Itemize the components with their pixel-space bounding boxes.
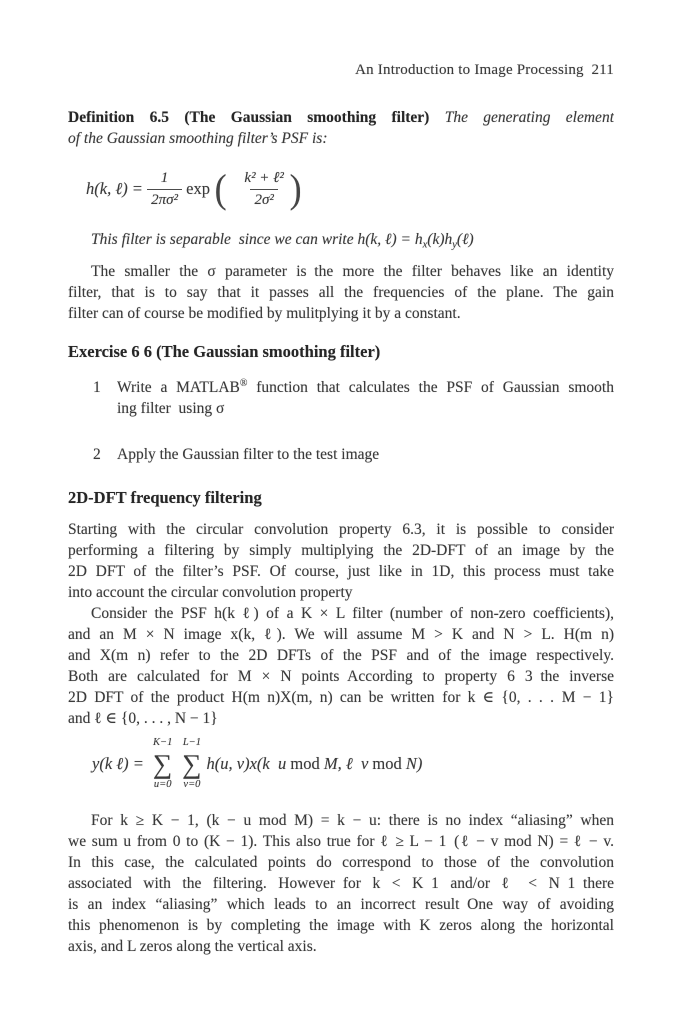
text-line: we sum u from 0 to (K − 1). This also true for ℓ ≥ L − 1 (ℓ − v mod N) = ℓ − v. (68, 833, 614, 850)
exp-operator: exp (182, 179, 215, 198)
text-line: ing filter using σ (117, 400, 225, 417)
list-item (93, 377, 614, 419)
equation-rhs: h(u, v)x(k u (206, 754, 291, 773)
sum-over-u: K−1 ∑ u=0 (152, 736, 173, 791)
list-item-number: 2 (93, 446, 101, 463)
section-heading-2d-dft: 2D-DFT frequency filtering (68, 488, 262, 507)
subscript-y: y (452, 239, 457, 251)
paragraph-consider (68, 603, 614, 729)
fraction-one-over-2pisigma2: $\frac{1}{\text{2πσ²}}$ (147, 169, 182, 210)
paragraph-aliasing (68, 810, 614, 957)
equation-lhs: y(k ℓ) = (92, 754, 149, 773)
list-item-number: 1 (93, 379, 101, 396)
paragraph-sigma (68, 261, 614, 324)
gaussian-psf-equation (86, 164, 614, 214)
left-parenthesis: ( (214, 166, 227, 211)
text-line: into account the circular convolution property (68, 584, 353, 601)
text-line: and an M × N image x(k, ℓ). We will assume M > K and N > L. H(m n) (68, 626, 614, 643)
text-line: Apply the Gaussian filter to the test image (117, 446, 380, 463)
text-line: Both are calculated for M × N points According to property 6 3 the inverse (68, 668, 614, 685)
definition-6-5 (68, 107, 614, 149)
text-line: and X(m n) refer to the 2D DFTs of the PSF and of the image respectively. (68, 647, 614, 664)
exercise-heading: Exercise 6 6 (The Gaussian smoothing filter) (68, 342, 381, 361)
text-line: associated with the filtering. However for k < K 1 and/or ℓ < N 1 there (68, 875, 614, 892)
list-item (93, 444, 614, 465)
text-line: This filter is separable since we can write h(k, ℓ) = $h_x(k)h_y(\ell)$ (91, 231, 474, 251)
paragraph-starting (68, 519, 614, 603)
running-header: An Introduction to Image Processing 211 (355, 62, 614, 78)
inverse-dft-equation (92, 735, 614, 793)
text-line: Consider the PSF h(k ℓ) of a K × L filter (number of non-zero coefficients), (91, 605, 614, 622)
sigma-sum-symbol: ∑ (182, 748, 202, 779)
text-line: 2D DFT of the product H(m n)X(m, n) can be written for k ∈ {0, . . . M − 1} (68, 689, 614, 706)
mod-operator: mod (372, 754, 402, 773)
equation-rhs: N) (401, 754, 423, 773)
equation-lhs: h(k, ℓ) = (86, 179, 148, 198)
sigma-sum-symbol: ∑ (153, 748, 173, 779)
text-line: axis, and L zeros along the vertical axis. (68, 938, 317, 955)
text-line: this phenomenon is by completing the image with K zeros along the horizontal (68, 917, 614, 934)
fraction-k2l2-over-2sigma2: $\frac{\text{k² + ℓ²}}{\text{2σ²}}$ (244, 169, 284, 208)
mod-operator: mod (290, 754, 320, 773)
text-line: The smaller the σ parameter is the more the filter behaves like an identity (91, 263, 614, 280)
equation-rhs: M, ℓ v (319, 754, 373, 773)
separable-remark (68, 229, 614, 250)
definition-title: Definition 6.5 (The Gaussian smoothing filter) (68, 109, 445, 126)
list-item-text (117, 444, 614, 465)
text-line: filter, that is to say that it passes all the frequencies of the plane. The gain (68, 284, 614, 301)
definition-tail: The generating element (444, 109, 614, 126)
text-line: 2D DFT of the filter’s PSF. Of course, just like in 1D, this process must take (68, 563, 614, 580)
sum-over-v: L−1 ∑ v=0 (182, 736, 202, 791)
exercise-list (93, 377, 614, 465)
registered-trademark-symbol: ® (239, 378, 248, 389)
list-item-text (117, 377, 614, 419)
text-line (68, 107, 614, 128)
text-line: is an index “aliasing” which leads to an incorrect result One way of avoiding (68, 896, 614, 913)
text-line: of the Gaussian smoothing filter’s PSF is: (68, 130, 328, 147)
text-line: For k ≥ K − 1, (k − u mod M) = k − u: there is no index “aliasing” when (91, 812, 614, 829)
text-line: filter can of course be modified by mulitplying it by a constant. (68, 305, 461, 322)
text-line: In this case, the calculated points do correspond to those of the convolution (68, 854, 614, 871)
text-line: Write a MATLAB® function that calculates the PSF of Gaussian smooth (117, 378, 614, 396)
text-line: and ℓ ∈ {0, . . . , N − 1} (68, 710, 218, 727)
subscript-x: x (422, 239, 428, 251)
right-parenthesis: ) (289, 166, 302, 211)
text-line: Starting with the circular convolution property 6.3, it is possible to consider (68, 521, 614, 538)
text-line: performing a filtering by simply multiplying the 2D-DFT of an image by the (68, 542, 614, 559)
